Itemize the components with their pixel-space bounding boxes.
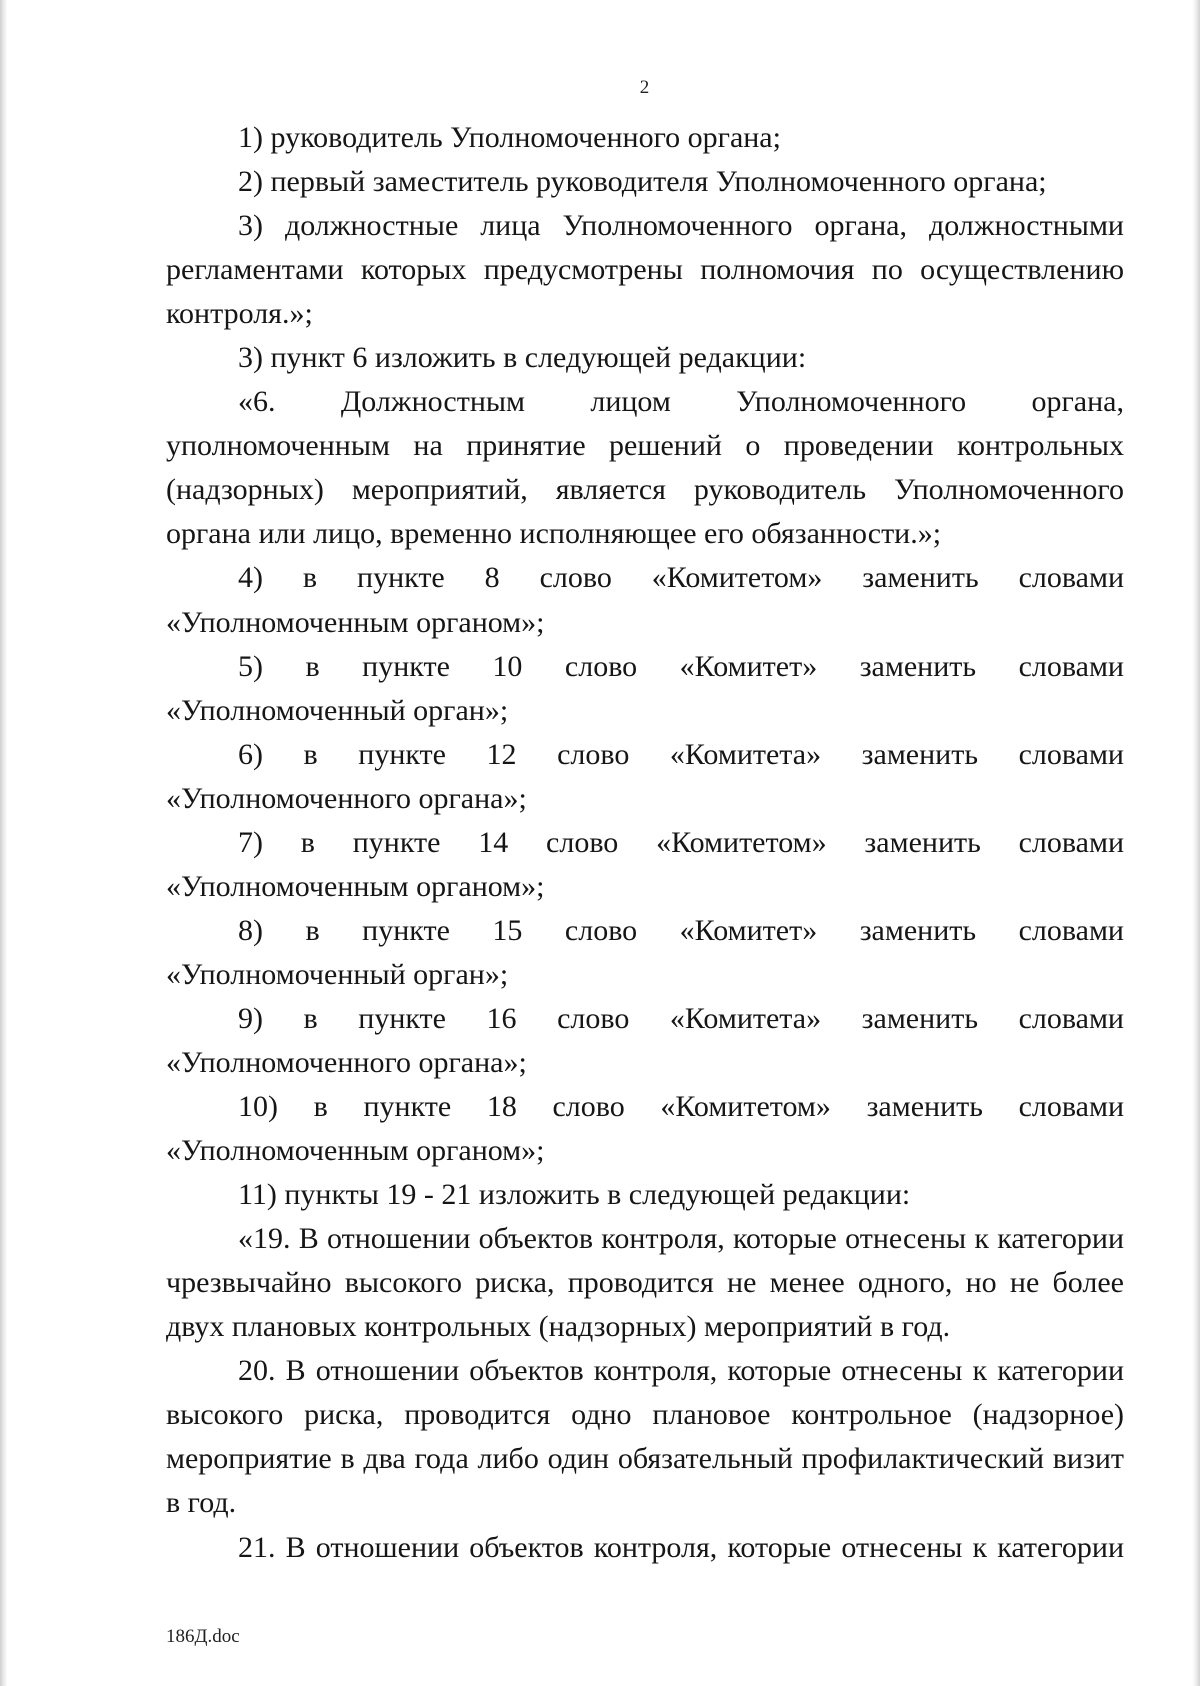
amendment-item-11: 11) пункты 19 - 21 изложить в следующей редакции: <box>238 1178 911 1212</box>
clause-20-text: 20. В отношении объектов контроля, которые отнесены к категории высокого риска, проводится одно плановое контрольное (надзорное) мероприятие в два года либо один обязательный профилактический визит в год. <box>166 1354 1124 1520</box>
amendment-item-10: 10) в пункте 18 слово «Комитетом» заменить словами «Уполномоченным органом»; <box>166 1090 1124 1168</box>
amendment-item-6: 6) в пункте 12 слово «Комитета» заменить словами «Уполномоченного органа»; <box>166 737 1124 815</box>
list-item-3: 3) должностные лица Уполномоченного органа, должностными регламентами которых предусмотрены полномочия по осуществлению контроля.»; <box>166 209 1124 331</box>
clause-6-text: «6. Должностным лицом Уполномоченного органа, уполномоченным на принятие решений о проведении контрольных (надзорных) мероприятий, является руководитель Уполномоченного органа или лицо, временно исполняющее его обязанности.»; <box>166 385 1124 551</box>
list-item-1: 1) руководитель Уполномоченного органа; <box>238 121 781 154</box>
amendment-item-5: 5) в пункте 10 слово «Комитет» заменить словами «Уполномоченный орган»; <box>166 649 1124 727</box>
scan-edge-right <box>1192 0 1200 1686</box>
amendment-item-7: 7) в пункте 14 слово «Комитетом» заменить словами «Уполномоченным органом»; <box>166 825 1124 903</box>
scan-edge-left <box>0 0 7 1686</box>
amendment-item-4: 4) в пункте 8 слово «Комитетом» заменить словами «Уполномоченным органом»; <box>166 561 1124 639</box>
amendment-item-8: 8) в пункте 15 слово «Комитет» заменить словами «Уполномоченный орган»; <box>166 913 1124 991</box>
footer-filename: 186Д.doc <box>166 1626 240 1647</box>
amendment-item-9: 9) в пункте 16 слово «Комитета» заменить словами «Уполномоченного органа»; <box>166 1001 1124 1079</box>
amendment-item-3: 3) пункт 6 изложить в следующей редакции: <box>238 341 807 375</box>
clause-21-text: 21. В отношении объектов контроля, которые отнесены к категории <box>238 1530 1124 1564</box>
clause-19-text: «19. В отношении объектов контроля, которые отнесены к категории чрезвычайно высокого риска, проводится не менее одного, но не более двух плановых контрольных (надзорных) мероприятий в год. <box>166 1222 1124 1344</box>
list-item-2: 2) первый заместитель руководителя Уполномоченного органа; <box>238 165 1047 199</box>
page-number: 2 <box>639 77 650 98</box>
document-body <box>166 116 1124 1570</box>
